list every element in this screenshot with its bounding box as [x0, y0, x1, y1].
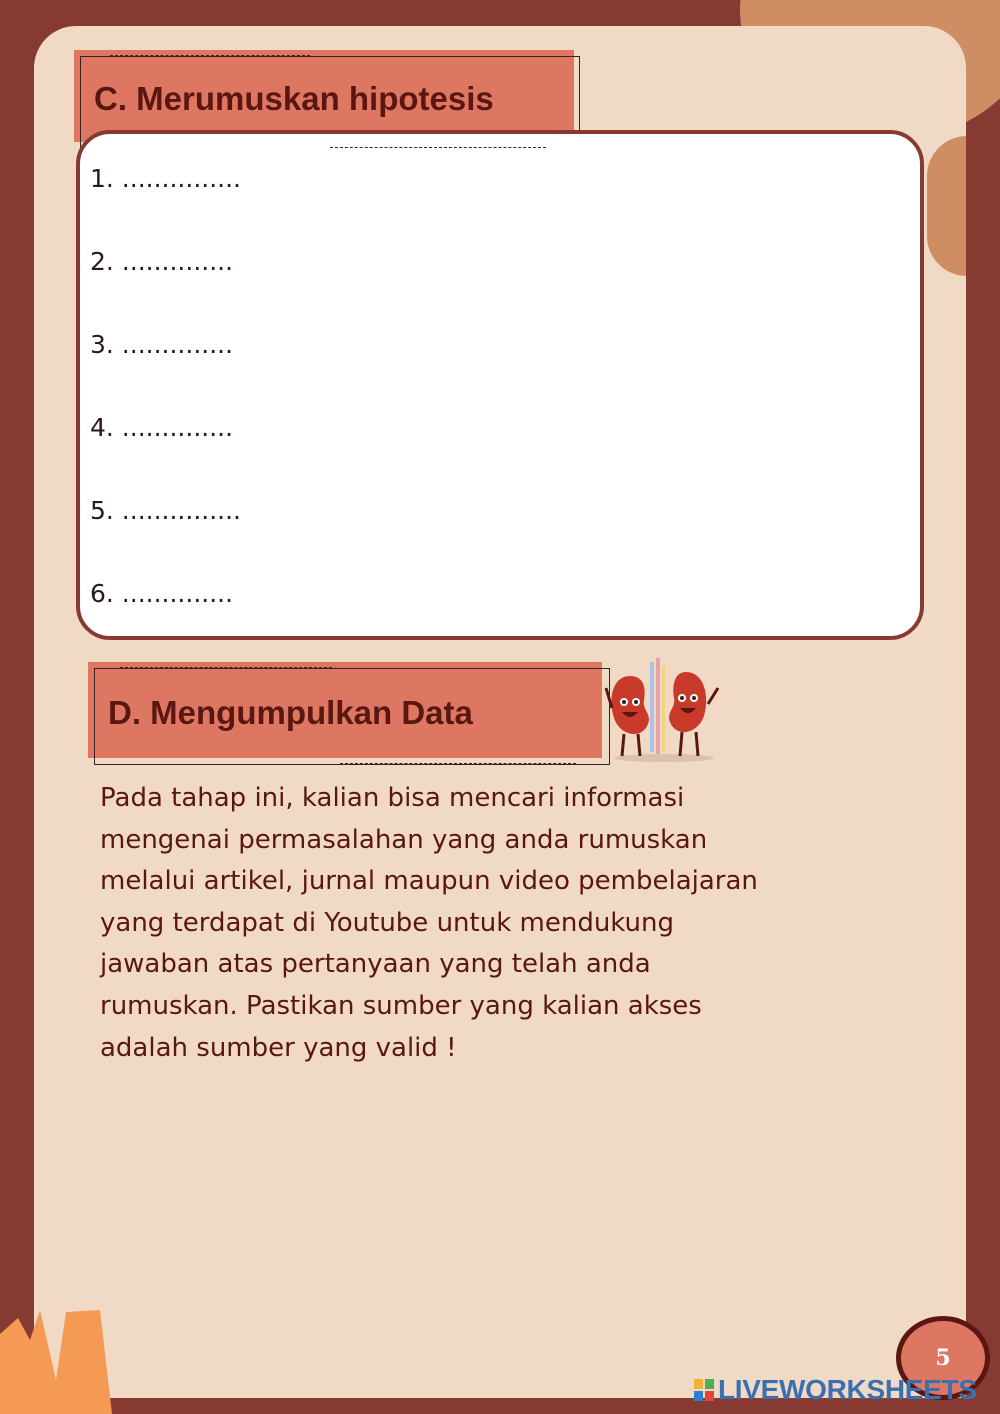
paragraph-line: adalah sumber yang valid !	[100, 1032, 457, 1063]
paragraph-line: yang terdapat di Youtube untuk mendukung	[100, 907, 675, 938]
paragraph-line: Pada tahap ini, kalian bisa mencari informasi	[100, 783, 685, 813]
hypothesis-item-3[interactable]: 3. ..............	[90, 330, 234, 359]
section-c-title: C. Merumuskan hipotesis	[94, 80, 494, 117]
liveworksheets-logo-icon	[694, 1379, 714, 1401]
paragraph-line: melalui artikel, jurnal maupun video pembelajaran	[100, 866, 758, 897]
worksheet-page	[34, 26, 966, 1398]
paragraph-line: mengenai permasalahan yang anda rumuskan	[100, 824, 708, 855]
paragraph-line: jawaban atas pertanyaan yang telah anda	[100, 949, 651, 980]
paragraph-line: rumuskan. Pastikan sumber yang kalian akses	[100, 990, 702, 1021]
right-edge-decoration	[927, 136, 966, 276]
hypothesis-item-5[interactable]: 5. ...............	[90, 496, 242, 525]
bottom-left-decoration	[0, 1310, 120, 1414]
liveworksheets-brand: LIVEWORKSHEETS	[718, 1374, 977, 1405]
section-d-paragraph	[100, 778, 920, 1069]
hypothesis-item-6[interactable]: 6. ..............	[90, 579, 234, 608]
liveworksheets-watermark	[694, 1374, 977, 1406]
kidney-mascot-icon	[604, 658, 724, 768]
hypothesis-item-4[interactable]: 4. ..............	[90, 413, 234, 442]
section-d-title: D. Mengumpulkan Data	[108, 694, 473, 731]
hypothesis-answer-box[interactable]	[76, 130, 924, 640]
page-number: 5	[935, 1345, 951, 1371]
hypothesis-item-1[interactable]: 1. ...............	[90, 164, 242, 193]
hypothesis-item-2[interactable]: 2. ..............	[90, 247, 234, 276]
